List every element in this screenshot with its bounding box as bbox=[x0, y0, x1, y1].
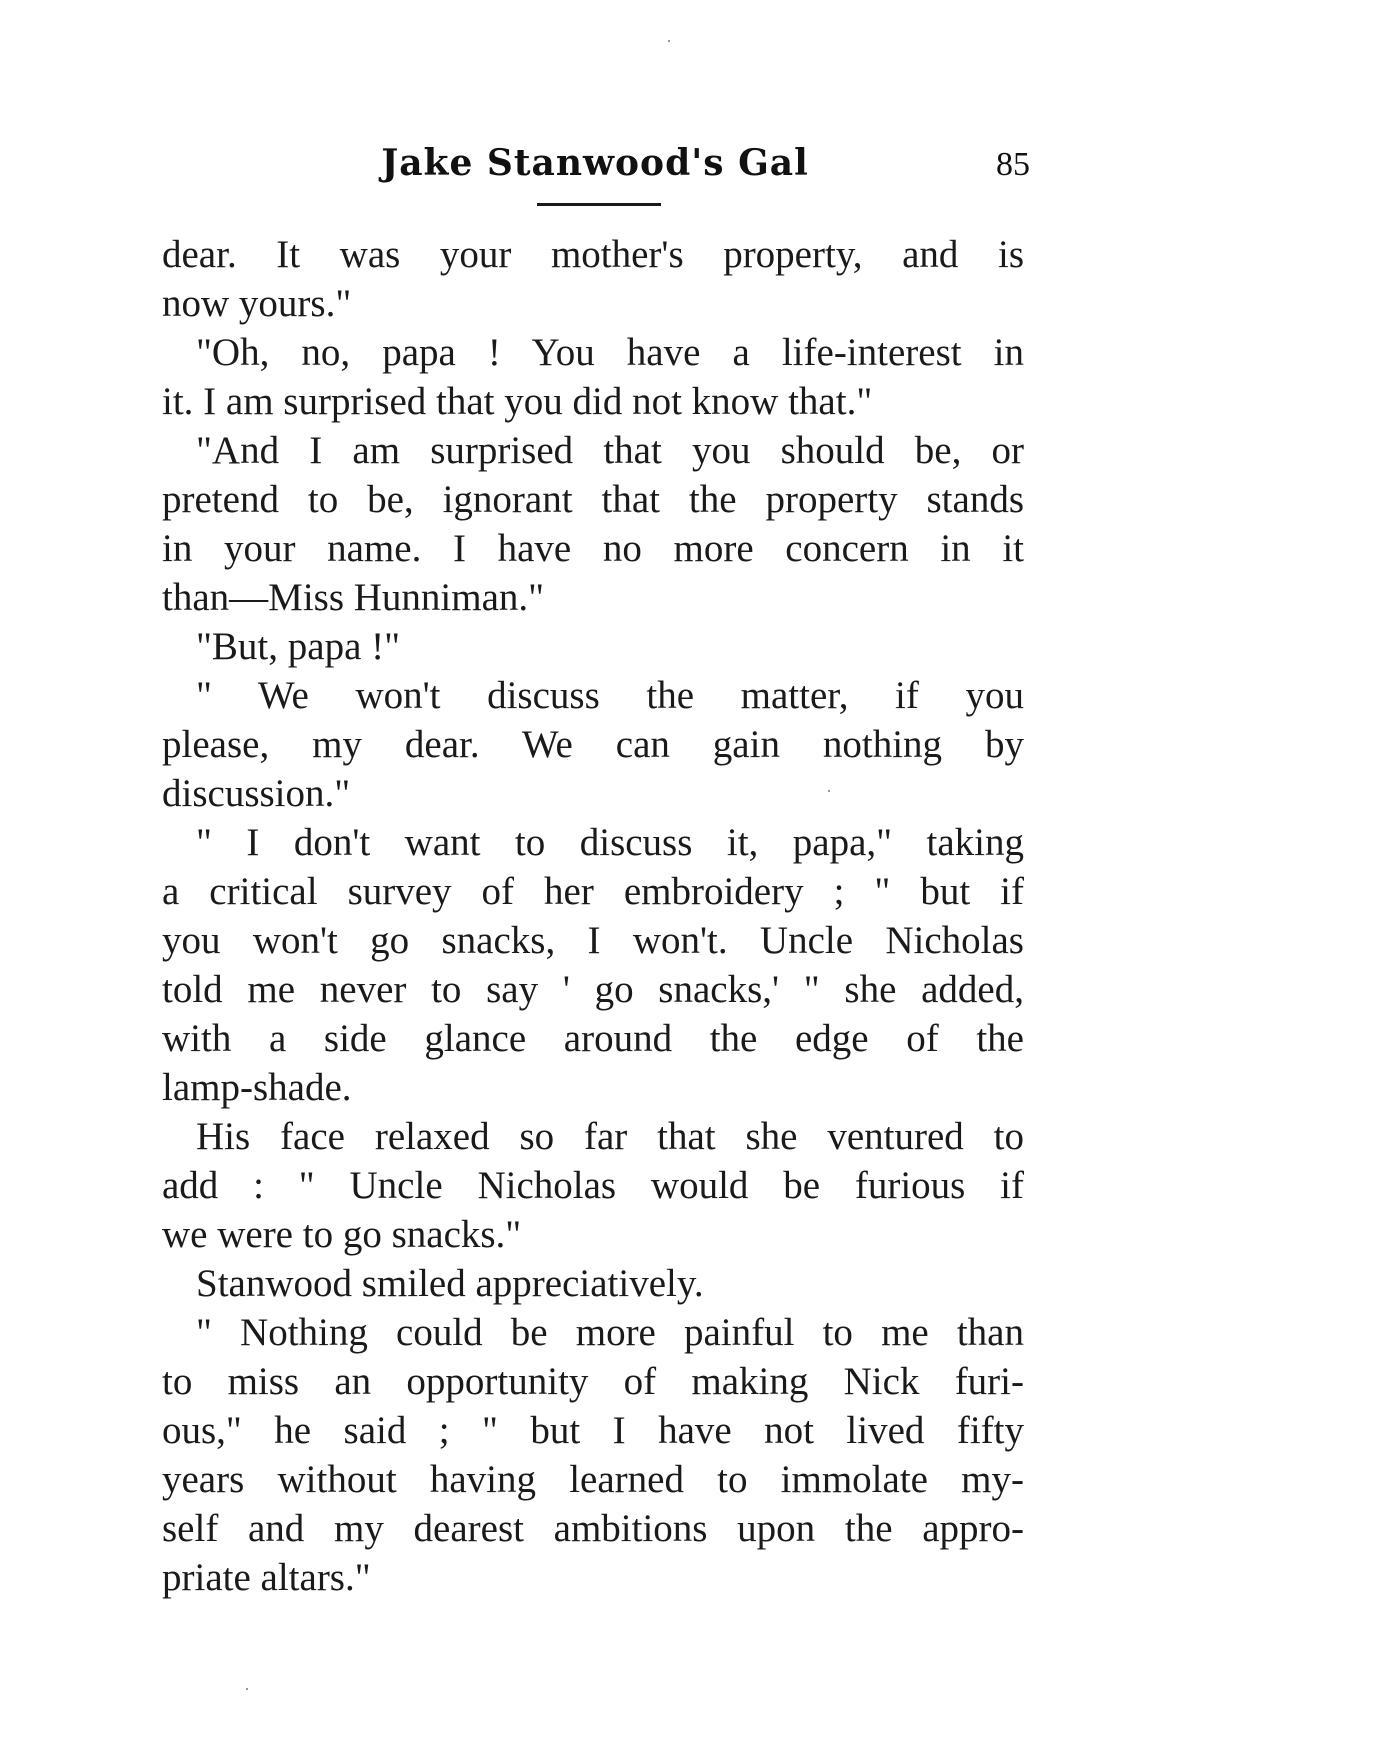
text-line: years without having learned to immolate my- bbox=[162, 1458, 1024, 1501]
header-rule bbox=[537, 203, 661, 206]
text-line: it. I am surprised that you did not know that." bbox=[162, 380, 873, 423]
speck bbox=[668, 40, 670, 42]
text-line: please, my dear. We can gain nothing by bbox=[162, 723, 1024, 766]
text-line: told me never to say ' go snacks,' " she added, bbox=[162, 968, 1024, 1011]
text-line: add : " Uncle Nicholas would be furious if bbox=[162, 1164, 1024, 1207]
speck bbox=[828, 790, 830, 792]
running-head bbox=[160, 142, 1030, 192]
text-line: we were to go snacks." bbox=[162, 1213, 522, 1256]
text-line: lamp-shade. bbox=[162, 1066, 352, 1109]
text-line: with a side glance around the edge of the bbox=[162, 1017, 1024, 1060]
body-text bbox=[162, 230, 1024, 1602]
text-line: " We won't discuss the matter, if you bbox=[196, 674, 1024, 717]
text-line: ous," he said ; " but I have not lived fifty bbox=[162, 1409, 1024, 1452]
text-line: His face relaxed so far that she ventured to bbox=[196, 1115, 1024, 1158]
text-line: "But, papa !" bbox=[196, 625, 401, 668]
running-title: Jake Stanwood's Gal bbox=[381, 142, 809, 184]
text-line: now yours." bbox=[162, 282, 352, 325]
text-line: "And I am surprised that you should be, or bbox=[196, 429, 1024, 472]
text-line: "Oh, no, papa ! You have a life-interest in bbox=[196, 331, 1024, 374]
page-number: 85 bbox=[996, 146, 1030, 183]
text-line: dear. It was your mother's property, and is bbox=[162, 233, 1024, 276]
text-line: you won't go snacks, I won't. Uncle Nicholas bbox=[162, 919, 1024, 962]
text-line: to miss an opportunity of making Nick furi- bbox=[162, 1360, 1024, 1403]
text-line: a critical survey of her embroidery ; " but if bbox=[162, 870, 1024, 913]
text-line: self and my dearest ambitions upon the appro- bbox=[162, 1507, 1024, 1550]
text-line: priate altars." bbox=[162, 1556, 371, 1599]
text-line: " Nothing could be more painful to me than bbox=[196, 1311, 1024, 1354]
text-line: Stanwood smiled appreciatively. bbox=[196, 1262, 704, 1305]
text-line: than—Miss Hunniman." bbox=[162, 576, 545, 619]
text-line: in your name. I have no more concern in it bbox=[162, 527, 1024, 570]
text-line: pretend to be, ignorant that the property stands bbox=[162, 478, 1024, 521]
text-line: discussion." bbox=[162, 772, 351, 815]
text-line: " I don't want to discuss it, papa," taking bbox=[196, 821, 1024, 864]
speck bbox=[246, 1688, 248, 1690]
